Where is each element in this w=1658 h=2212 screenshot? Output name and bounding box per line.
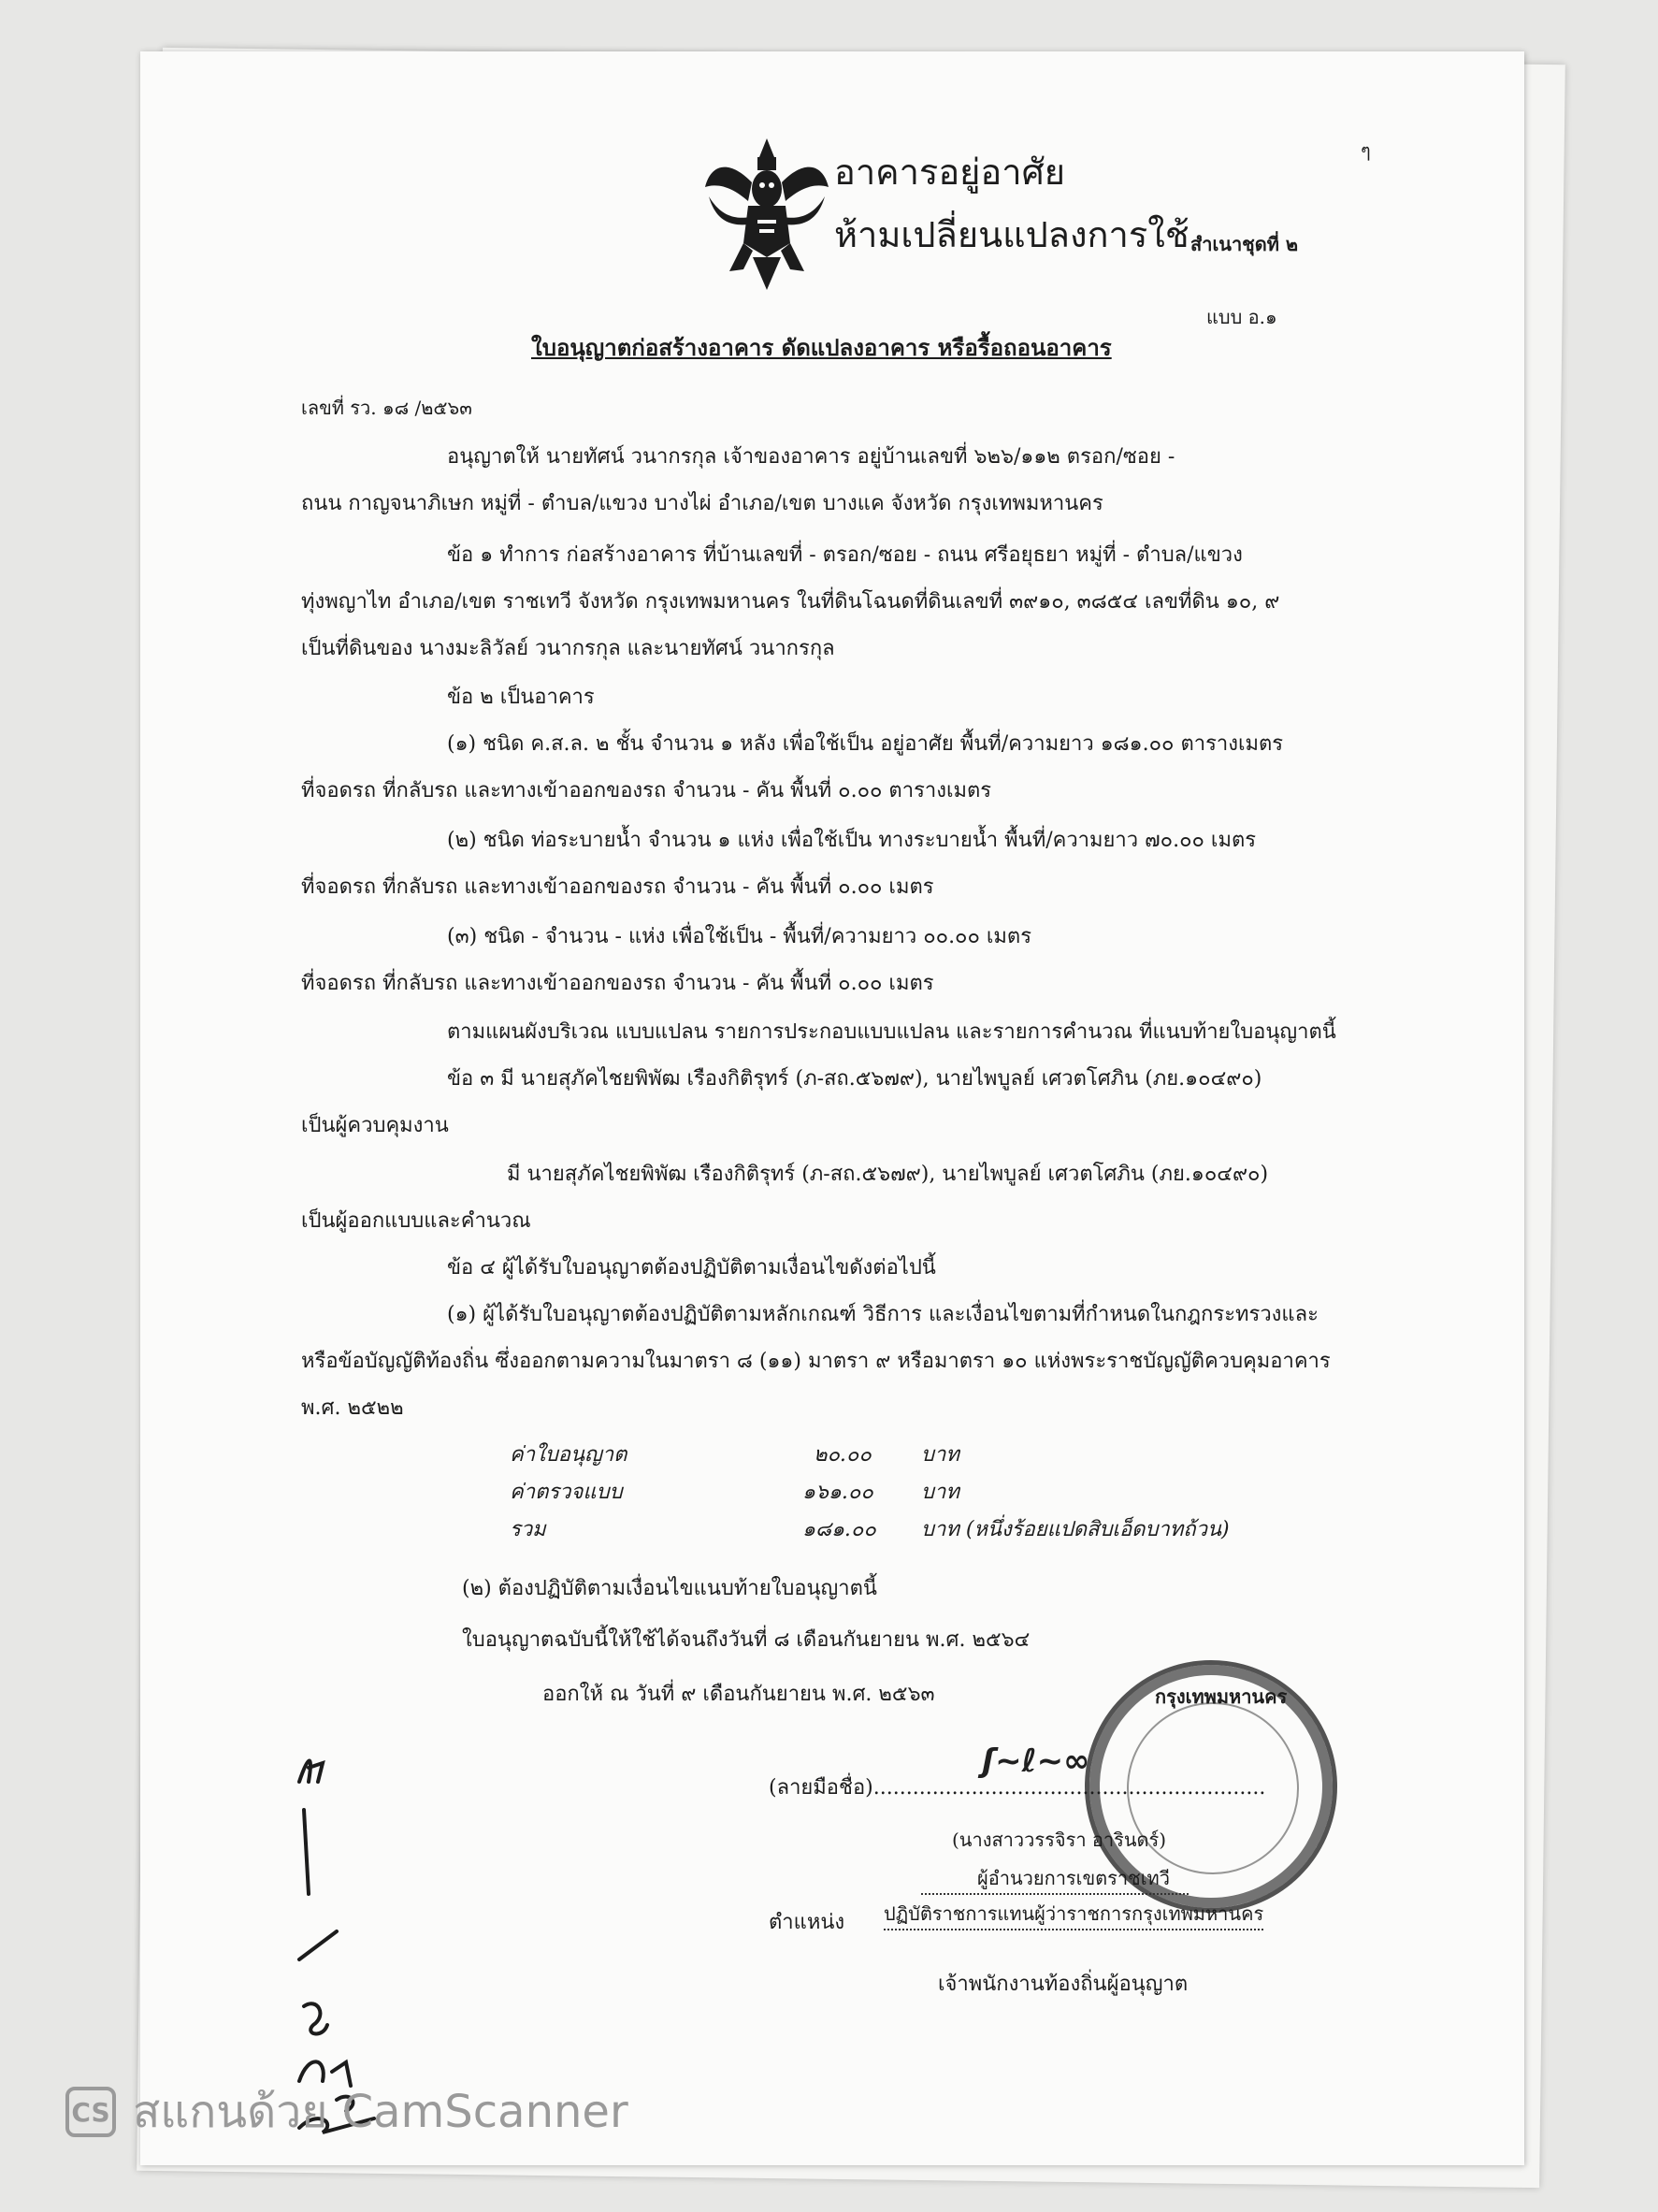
clause3-line3: มี นายสุภัคไชยพิพัฒ เรืองกิติรุทร์ (ภ-สถ.๕๖๗๙), นายไพบูลย์ เศวตโศภิน (ภย.๑๐๔๙๐): [507, 1163, 1269, 1186]
document-page: [140, 51, 1524, 2165]
clause1-line2: ทุ่งพญาไท อำเภอ/เขต ราชเทวี จังหวัด กรุงเทพมหานคร ในที่ดินโฉนดที่ดินเลขที่ ๓๙๑๐, ๓๘๕๔ เลขที่ดิน ๑๐, ๙: [301, 590, 1280, 614]
building2-line2: ที่จอดรถ ที่กลับรถ และทางเข้าออกของรถ จำนวน - คัน พื้นที่ ๐.๐๐ เมตร: [301, 875, 934, 899]
clause4-heading: ข้อ ๔ ผู้ได้รับใบอนุญาตต้องปฏิบัติตามเงื่อนไขดังต่อไปนี้: [447, 1256, 936, 1279]
fee-value-permit: ๒๐.๐๐: [814, 1443, 872, 1467]
signer-position: ปฏิบัติราชการแทนผู้ว่าราชการกรุงเทพมหานคร: [884, 1899, 1263, 1930]
clause3-line1: ข้อ ๓ มี นายสุภัคไชยพิพัฒ เรืองกิติรุทร์ (ภ-สถ.๕๖๗๙), นายไพบูลย์ เศวตโศภิน (ภย.๑๐๔๙๐): [447, 1067, 1262, 1091]
position-label: ตำแหน่ง: [769, 1911, 845, 1934]
handwritten-margin-notes: [281, 1726, 468, 2137]
clause1-line1: ข้อ ๑ ทำการ ก่อสร้างอาคาร ที่บ้านเลขที่ - ตรอก/ซอย - ถนน ศรีอยุธยา หมู่ที่ - ตำบล/แขวง: [447, 543, 1243, 567]
building1-line2: ที่จอดรถ ที่กลับรถ และทางเข้าออกของรถ จำนวน - คัน พื้นที่ ๐.๐๐ ตารางเมตร: [301, 779, 992, 802]
issue-date: ออกให้ ณ วันที่ ๙ เดือนกันยายน พ.ศ. ๒๕๖๓: [542, 1683, 935, 1706]
clause2-heading: ข้อ ๒ เป็นอาคาร: [447, 686, 595, 709]
building3-line2: ที่จอดรถ ที่กลับรถ และทางเข้าออกของรถ จำนวน - คัน พื้นที่ ๐.๐๐ เมตร: [301, 972, 934, 995]
fee-unit-total: บาท (หนึ่งร้อยแปดสิบเอ็ดบาทถ้วน): [921, 1518, 1230, 1541]
corner-mark: ๆ: [1361, 139, 1371, 162]
authority: เจ้าพนักงานท้องถิ่นผู้อนุญาต: [938, 1973, 1189, 1996]
document-number: เลขที่ รว. ๑๘ /๒๕๖๓: [301, 397, 472, 419]
valid-until: ใบอนุญาตฉบับนี้ให้ใช้ได้จนถึงวันที่ ๘ เดือนกันยายน พ.ศ. ๒๕๖๔: [462, 1628, 1031, 1652]
clause4-2: (๒) ต้องปฏิบัติตามเงื่อนไขแนบท้ายใบอนุญาตนี้: [462, 1577, 877, 1600]
handwritten-signature: ʃ︎~ℓ︎~∞︎: [982, 1742, 1090, 1780]
permit-holder-line1: อนุญาตให้ นายทัศน์ วนากรกุล เจ้าของอาคาร อยู่บ้านเลขที่ ๖๒๖/๑๑๒ ตรอก/ซอย -: [447, 445, 1175, 469]
copy-number-label: สำเนาชุดที่ ๒: [1190, 233, 1299, 255]
fee-label-inspection: ค่าตรวจแบบ: [510, 1481, 623, 1504]
building2-line1: (๒) ชนิด ท่อระบายน้ำ จำนวน ๑ แห่ง เพื่อใช้เป็น ทางระบายน้ำ พื้นที่/ความยาว ๗๐.๐๐ เมตร: [447, 829, 1257, 852]
signer-name: (นางสาววรรจิรา อารินดร์): [952, 1829, 1167, 1851]
camscanner-logo-icon: CS: [65, 2087, 116, 2137]
clause4-1-line2: หรือข้อบัญญัติท้องถิ่น ซึ่งออกตามความในมาตรา ๘ (๑๑) มาตรา ๙ หรือมาตรา ๑๐ แห่งพระราชบัญญัติควบคุมอาคาร: [301, 1350, 1331, 1373]
seal-text: กรุงเทพมหานคร: [1155, 1685, 1288, 1708]
signer-title: ผู้อำนวยการเขตราชเทวี: [921, 1863, 1189, 1895]
fee-label-total: รวม: [510, 1518, 546, 1541]
building3-line1: (๓) ชนิด - จำนวน - แห่ง เพื่อใช้เป็น - พื้นที่/ความยาว ๐๐.๐๐ เมตร: [447, 925, 1032, 948]
fee-value-inspection: ๑๖๑.๐๐: [802, 1481, 873, 1504]
clause3-supervisor: เป็นผู้ควบคุมงาน: [301, 1114, 449, 1137]
stamp-residential: อาคารอยู่อาศัย: [834, 152, 1065, 193]
building1-line1: (๑) ชนิด ค.ส.ล. ๒ ชั้น จำนวน ๑ หลัง เพื่อใช้เป็น อยู่อาศัย พื้นที่/ความยาว ๑๘๑.๐๐ ตารางเมตร: [447, 732, 1284, 756]
fee-label-permit: ค่าใบอนุญาต: [510, 1443, 627, 1467]
permit-holder-line2: ถนน กาญจนาภิเษก หมู่ที่ - ตำบล/แขวง บางไผ่ อำเภอ/เขต บางแค จังหวัด กรุงเทพมหานคร: [301, 492, 1103, 515]
signature-line: (ลายมือชื่อ)............................................................: [769, 1776, 1266, 1800]
form-code: แบบ อ.๑: [1206, 306, 1277, 328]
camscanner-watermark: [65, 2084, 628, 2140]
clause3-designer: เป็นผู้ออกแบบและคำนวณ: [301, 1209, 531, 1233]
fee-unit-inspection: บาท: [921, 1481, 959, 1504]
fee-unit-permit: บาท: [921, 1443, 959, 1467]
clause1-line3: เป็นที่ดินของ นางมะลิวัลย์ วนากรกุล และนายทัศน์ วนากรกุล: [301, 637, 835, 660]
clause4-1-line1: (๑) ผู้ได้รับใบอนุญาตต้องปฏิบัติตามหลักเกณฑ์ วิธีการ และเงื่อนไขตามที่กำหนดในกฎกระทรวงและ: [447, 1303, 1319, 1326]
document-title: ใบอนุญาตก่อสร้างอาคาร ดัดแปลงอาคาร หรือรื้อถอนอาคาร: [531, 334, 1112, 361]
attached-plans: ตามแผนผังบริเวณ แบบแปลน รายการประกอบแบบแปลน และรายการคำนวณ ที่แนบท้ายใบอนุญาตนี้: [447, 1020, 1336, 1044]
garuda-emblem-icon: [701, 131, 832, 295]
clause4-1-line3: พ.ศ. ๒๕๒๒: [301, 1396, 404, 1420]
camscanner-text: สแกนด้วย CamScanner: [133, 2086, 628, 2138]
fee-value-total: ๑๘๑.๐๐: [802, 1518, 876, 1541]
stamp-no-change-use: ห้ามเปลี่ยนแปลงการใช้: [834, 214, 1189, 255]
